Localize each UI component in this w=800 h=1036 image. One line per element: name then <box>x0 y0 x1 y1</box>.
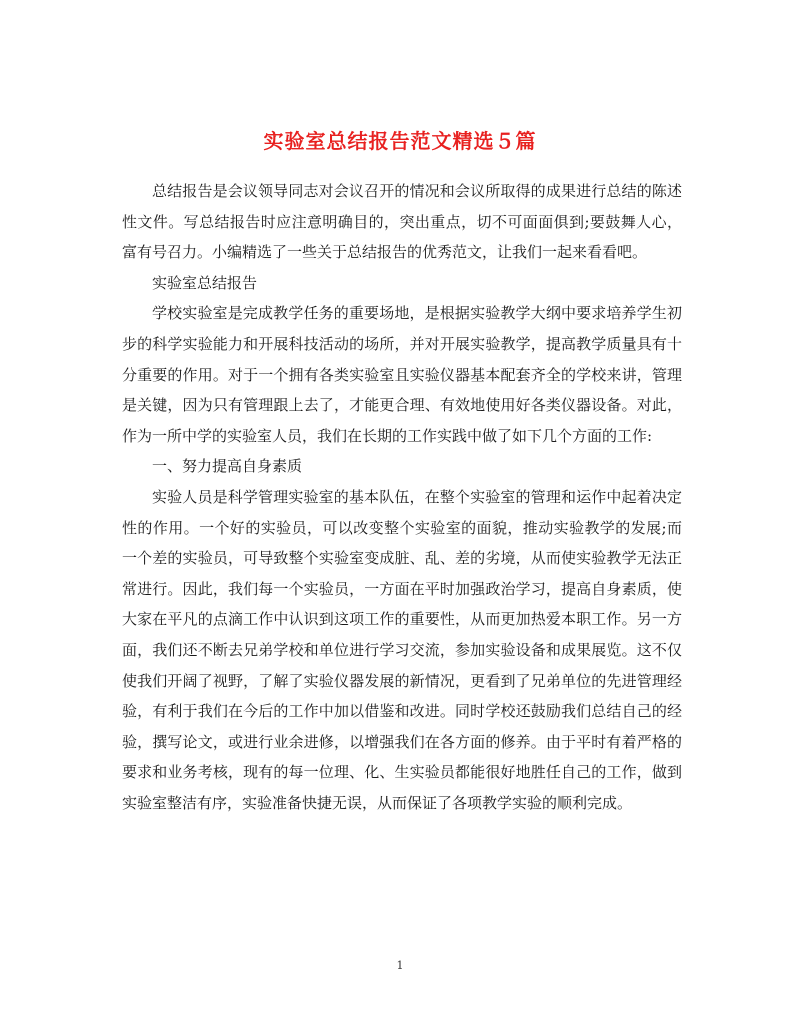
document-title: 实验室总结报告范文精选５篇 <box>263 129 537 154</box>
subsection-heading: 一、努力提高自身素质 <box>152 457 303 476</box>
page-number: 1 <box>396 959 404 972</box>
intro-paragraph: 总结报告是会议领导同志对会议召开的情况和会议所取得的成果进行总结的陈述性文件。写总结报告时应注意明确目的，突出重点，切不可面面俱到;要鼓舞人心，富有号召力。小编精选了一些关于总结报告的优秀范文，让我们一起来看看吧。 <box>122 182 682 262</box>
section-heading: 实验室总结报告 <box>152 273 258 292</box>
document-body <box>122 176 682 818</box>
body-paragraph: 学校实验室是完成教学任务的重要场地，是根据实验教学大纲中要求培养学生初步的科学实验能力和开展科技活动的场所，并对开展实验教学，提高教学质量具有十分重要的作用。对于一个拥有各类实验室且实验仪器基本配套齐全的学校来讲，管理是关键，因为只有管理跟上去了，才能更合理、有效地使用好各类仪器设备。对此，作为一所中学的实验室人员，我们在长期的工作实践中做了如下几个方面的工作: <box>122 304 682 445</box>
body-paragraph: 实验人员是科学管理实验室的基本队伍，在整个实验室的管理和运作中起着决定性的作用。一个好的实验员，可以改变整个实验室的面貌，推动实验教学的发展;而一个差的实验员，可导致整个实验室变成脏、乱、差的劣境，从而使实验教学无法正常进行。因此，我们每一个实验员，一方面在平时加强政治学习，提高自身素质，使大家在平凡的点滴工作中认识到这项工作的重要性，从而更加热爱本职工作。另一方面，我们还不断去兄弟学校和单位进行学习交流，参加实验设备和成果展览。这不仅使我们开阔了视野，了解了实验仪器发展的新情况，更看到了兄弟单位的先进管理经验，有利于我们在今后的工作中加以借鉴和改进。同时学校还鼓励我们总结自己的经验，撰写论文，或进行业余进修，以增强我们在各方面的修养。由于平时有着严格的要求和业务考核，现有的每一位理、化、生实验员都能很好地胜任自己的工作，做到实验室整洁有序，实验准备快捷无误，从而保证了各项教学实验的顺利完成。 <box>122 487 682 812</box>
